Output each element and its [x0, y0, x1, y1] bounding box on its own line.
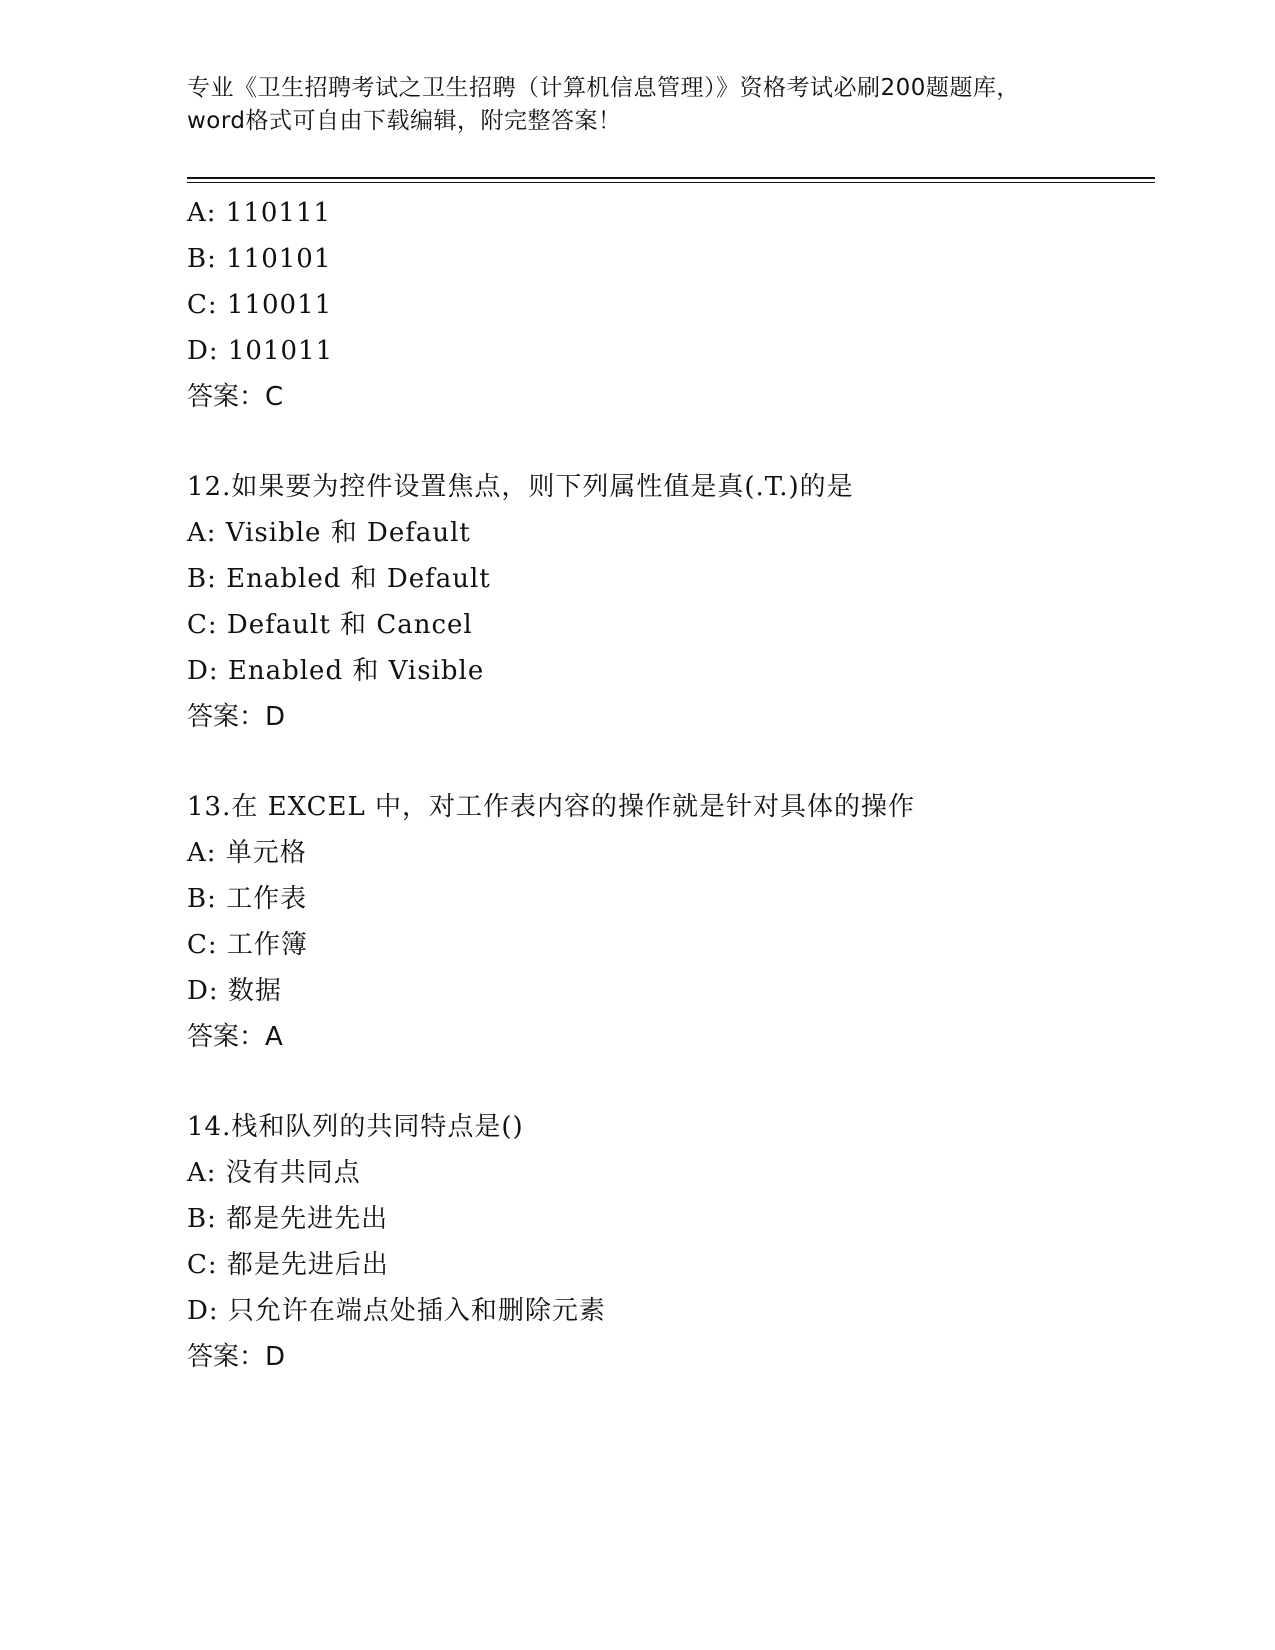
option-a: A: Visible 和 Default [187, 518, 471, 548]
header-divider-thin [187, 182, 1155, 183]
question-block [187, 190, 1147, 420]
option-c: C: 工作簿 [187, 930, 308, 960]
option-b: B: 110101 [187, 244, 332, 274]
option-c: C: Default 和 Cancel [187, 610, 473, 640]
answer-line: 答案：D [187, 702, 286, 732]
question-block [187, 1104, 1147, 1380]
header-line-2: word格式可自由下载编辑，附完整答案！ [187, 108, 622, 134]
spacer [187, 1060, 1147, 1104]
document-header [187, 72, 1087, 138]
option-d: D: Enabled 和 Visible [187, 656, 485, 686]
option-d: D: 数据 [187, 976, 282, 1006]
header-divider-thick [187, 177, 1155, 179]
spacer [187, 420, 1147, 464]
option-b: B: Enabled 和 Default [187, 564, 491, 594]
option-b: B: 工作表 [187, 884, 308, 914]
option-b: B: 都是先进先出 [187, 1204, 389, 1234]
spacer [187, 740, 1147, 784]
option-c: C: 110011 [187, 290, 333, 320]
option-a: A: 没有共同点 [187, 1158, 361, 1188]
option-c: C: 都是先进后出 [187, 1250, 389, 1280]
answer-line: 答案：A [187, 1022, 283, 1052]
question-text: 13.在 EXCEL 中，对工作表内容的操作就是针对具体的操作 [187, 792, 916, 822]
option-a: A: 110111 [187, 198, 332, 228]
question-block [187, 464, 1147, 740]
question-list [187, 190, 1147, 1380]
answer-line: 答案：D [187, 1342, 286, 1372]
header-line-1: 专业《卫生招聘考试之卫生招聘（计算机信息管理）》资格考试必刷200题题库， [187, 75, 1020, 101]
answer-line: 答案：C [187, 382, 284, 412]
option-d: D: 101011 [187, 336, 334, 366]
question-text: 14.栈和队列的共同特点是() [187, 1112, 524, 1142]
option-d: D: 只允许在端点处插入和删除元素 [187, 1296, 606, 1326]
option-a: A: 单元格 [187, 838, 307, 868]
question-block [187, 784, 1147, 1060]
question-text: 12.如果要为控件设置焦点，则下列属性值是真(.T.)的是 [187, 472, 854, 502]
